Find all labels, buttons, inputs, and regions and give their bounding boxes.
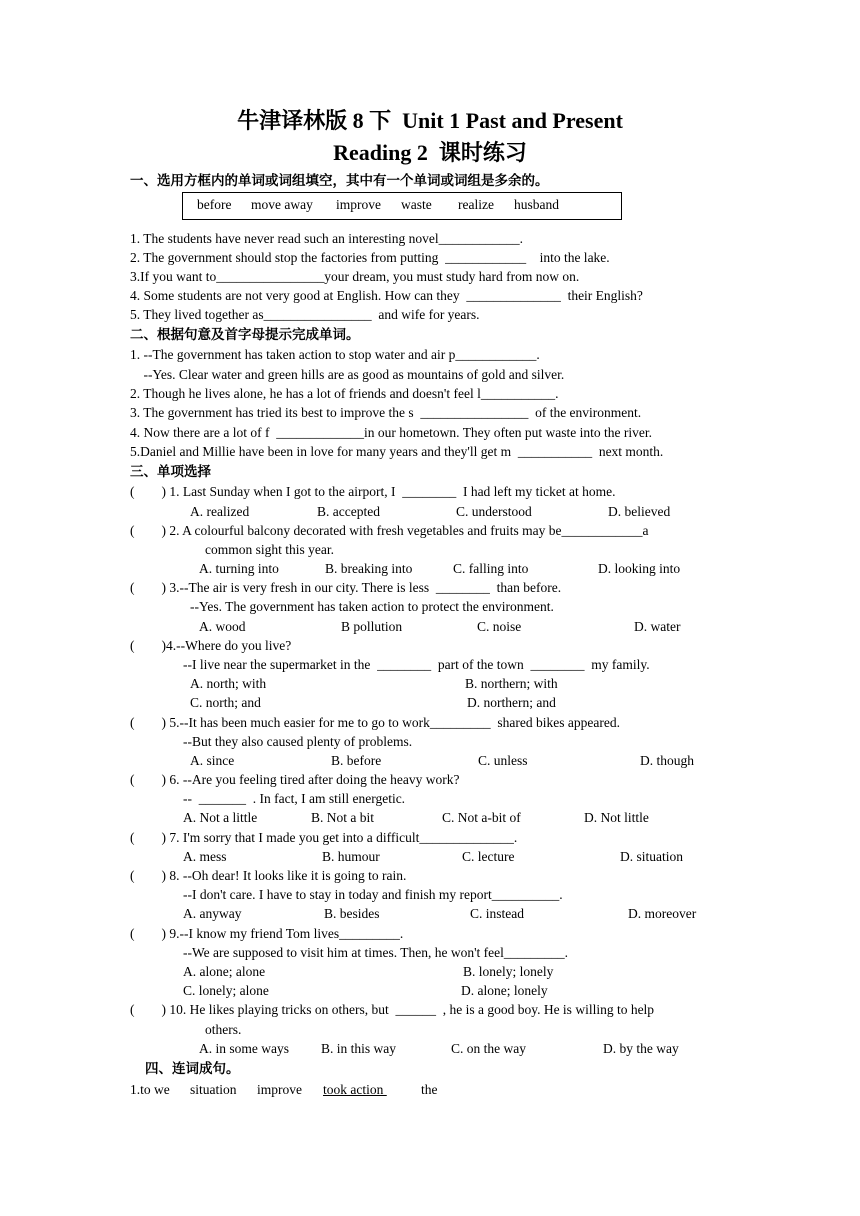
mc-option: A. alone; alone (183, 964, 266, 979)
mc-option: A. turning into (199, 561, 279, 576)
mc-question: ( ) 10. He likes playing tricks on others, but ______ , he is a good boy. He is willing to help (130, 1002, 655, 1017)
s1-question: 4. Some students are not very good at English. How can they ______________ their English? (130, 288, 643, 303)
mc-option: A. since (190, 753, 235, 768)
mc-option: A. mess (183, 849, 227, 864)
mc-question: ( )4.--Where do you live? (130, 638, 292, 653)
mc-option: B. northern; with (465, 676, 558, 691)
mc-question-cont: --I don't care. I have to stay in today and finish my report__________. (183, 887, 563, 902)
mc-question: ( ) 8. --Oh dear! It looks like it is going to rain. (130, 868, 407, 883)
mc-question-cont: --We are supposed to visit him at times. Then, he won't feel_________. (183, 945, 569, 960)
s4-word: 1.to we (130, 1082, 170, 1097)
mc-question: ( ) 3.--The air is very fresh in our city. There is less ________ than before. (130, 580, 562, 595)
mc-question-cont: --But they also caused plenty of problems. (183, 734, 413, 749)
mc-question: ( ) 2. A colourful balcony decorated with fresh vegetables and fruits may be____________a (130, 523, 649, 538)
mc-question: ( ) 6. --Are you feeling tired after doing the heavy work? (130, 772, 460, 787)
s4-word: improve (257, 1082, 302, 1097)
mc-option: A. anyway (183, 906, 242, 921)
mc-option: D. believed (608, 504, 671, 519)
mc-option: A. Not a little (183, 810, 258, 825)
mc-option: D. though (640, 753, 694, 768)
s2-question: 1. --The government has taken action to stop water and air p____________. (130, 347, 540, 362)
mc-option: C. unless (478, 753, 528, 768)
mc-question-cont: others. (205, 1022, 242, 1037)
title-line-2: Reading 2 课时练习 (333, 140, 527, 165)
mc-question-cont: --Yes. The government has taken action to protect the environment. (190, 599, 554, 614)
box-word: move away (251, 197, 313, 212)
box-word: husband (514, 197, 559, 212)
mc-option: C. north; and (190, 695, 261, 710)
box-word: realize (458, 197, 494, 212)
s2-question: 5.Daniel and Millie have been in love for many years and they'll get m ___________ next month. (130, 444, 664, 459)
mc-option: C. on the way (451, 1041, 526, 1056)
mc-option: B. besides (324, 906, 380, 921)
mc-question: ( ) 5.--It has been much easier for me to go to work_________ shared bikes appeared. (130, 715, 620, 730)
s1-question: 3.If you want to________________your dream, you must study hard from now on. (130, 269, 580, 284)
mc-option: B. before (331, 753, 382, 768)
mc-option: D. northern; and (467, 695, 556, 710)
mc-question: ( ) 9.--I know my friend Tom lives_________. (130, 926, 404, 941)
s2-question: 2. Though he lives alone, he has a lot of friends and doesn't feel l___________. (130, 386, 559, 401)
s2-question: 3. The government has tried its best to improve the s ________________ of the environment. (130, 405, 642, 420)
mc-option: B. lonely; lonely (463, 964, 554, 979)
mc-option: C. lonely; alone (183, 983, 269, 998)
mc-option: C. understood (456, 504, 532, 519)
section3-heading: 三、单项选择 (130, 464, 211, 479)
mc-option: C. Not a-bit of (442, 810, 521, 825)
mc-option: D. situation (620, 849, 683, 864)
mc-option: A. in some ways (199, 1041, 289, 1056)
mc-option: D. by the way (603, 1041, 679, 1056)
mc-option: B pollution (341, 619, 403, 634)
mc-option: C. noise (477, 619, 522, 634)
box-word: improve (336, 197, 381, 212)
title-line-1: 牛津译林版 8 下 Unit 1 Past and Present (237, 108, 623, 133)
mc-option: C. lecture (462, 849, 515, 864)
mc-option: C. instead (470, 906, 524, 921)
mc-option: D. alone; lonely (461, 983, 548, 998)
mc-question-cont: common sight this year. (205, 542, 334, 557)
mc-question-cont: -- _______ . In fact, I am still energetic. (183, 791, 406, 806)
mc-option: B. in this way (321, 1041, 397, 1056)
section1-heading: 一、选用方框内的单词或词组填空，其中有一个单词或词组是多余的。 (130, 173, 549, 188)
mc-option: D. moreover (628, 906, 697, 921)
mc-option: B. humour (322, 849, 380, 864)
mc-question: ( ) 7. I'm sorry that I made you get into a difficult______________. (130, 830, 518, 845)
box-word: before (197, 197, 232, 212)
s1-question: 5. They lived together as________________ and wife for years. (130, 307, 480, 322)
mc-option: B. accepted (317, 504, 380, 519)
s1-question: 1. The students have never read such an interesting novel____________. (130, 231, 524, 246)
s2-question: 4. Now there are a lot of f _____________in our hometown. They often put waste into the river. (130, 425, 653, 440)
s1-question: 2. The government should stop the factories from putting ____________ into the lake. (130, 250, 610, 265)
section4-heading: 四、连词成句。 (145, 1061, 240, 1076)
mc-option: A. wood (199, 619, 246, 634)
mc-question: ( ) 1. Last Sunday when I got to the airport, I ________ I had left my ticket at home. (130, 484, 616, 499)
s4-word: the (421, 1082, 438, 1097)
mc-option: A. realized (190, 504, 250, 519)
s2-question: --Yes. Clear water and green hills are as good as mountains of gold and silver. (130, 367, 565, 382)
mc-option: B. breaking into (325, 561, 413, 576)
mc-option: D. water (634, 619, 681, 634)
mc-option: D. Not little (584, 810, 649, 825)
section2-heading: 二、根据句意及首字母提示完成单词。 (130, 327, 360, 342)
mc-option: D. looking into (598, 561, 681, 576)
mc-option: B. Not a bit (311, 810, 374, 825)
mc-question-cont: --I live near the supermarket in the ________ part of the town ________ my family. (183, 657, 650, 672)
s4-word: situation (190, 1082, 237, 1097)
box-word: waste (401, 197, 432, 212)
mc-option: A. north; with (190, 676, 267, 691)
mc-option: C. falling into (453, 561, 529, 576)
s4-word: took action (323, 1082, 387, 1097)
